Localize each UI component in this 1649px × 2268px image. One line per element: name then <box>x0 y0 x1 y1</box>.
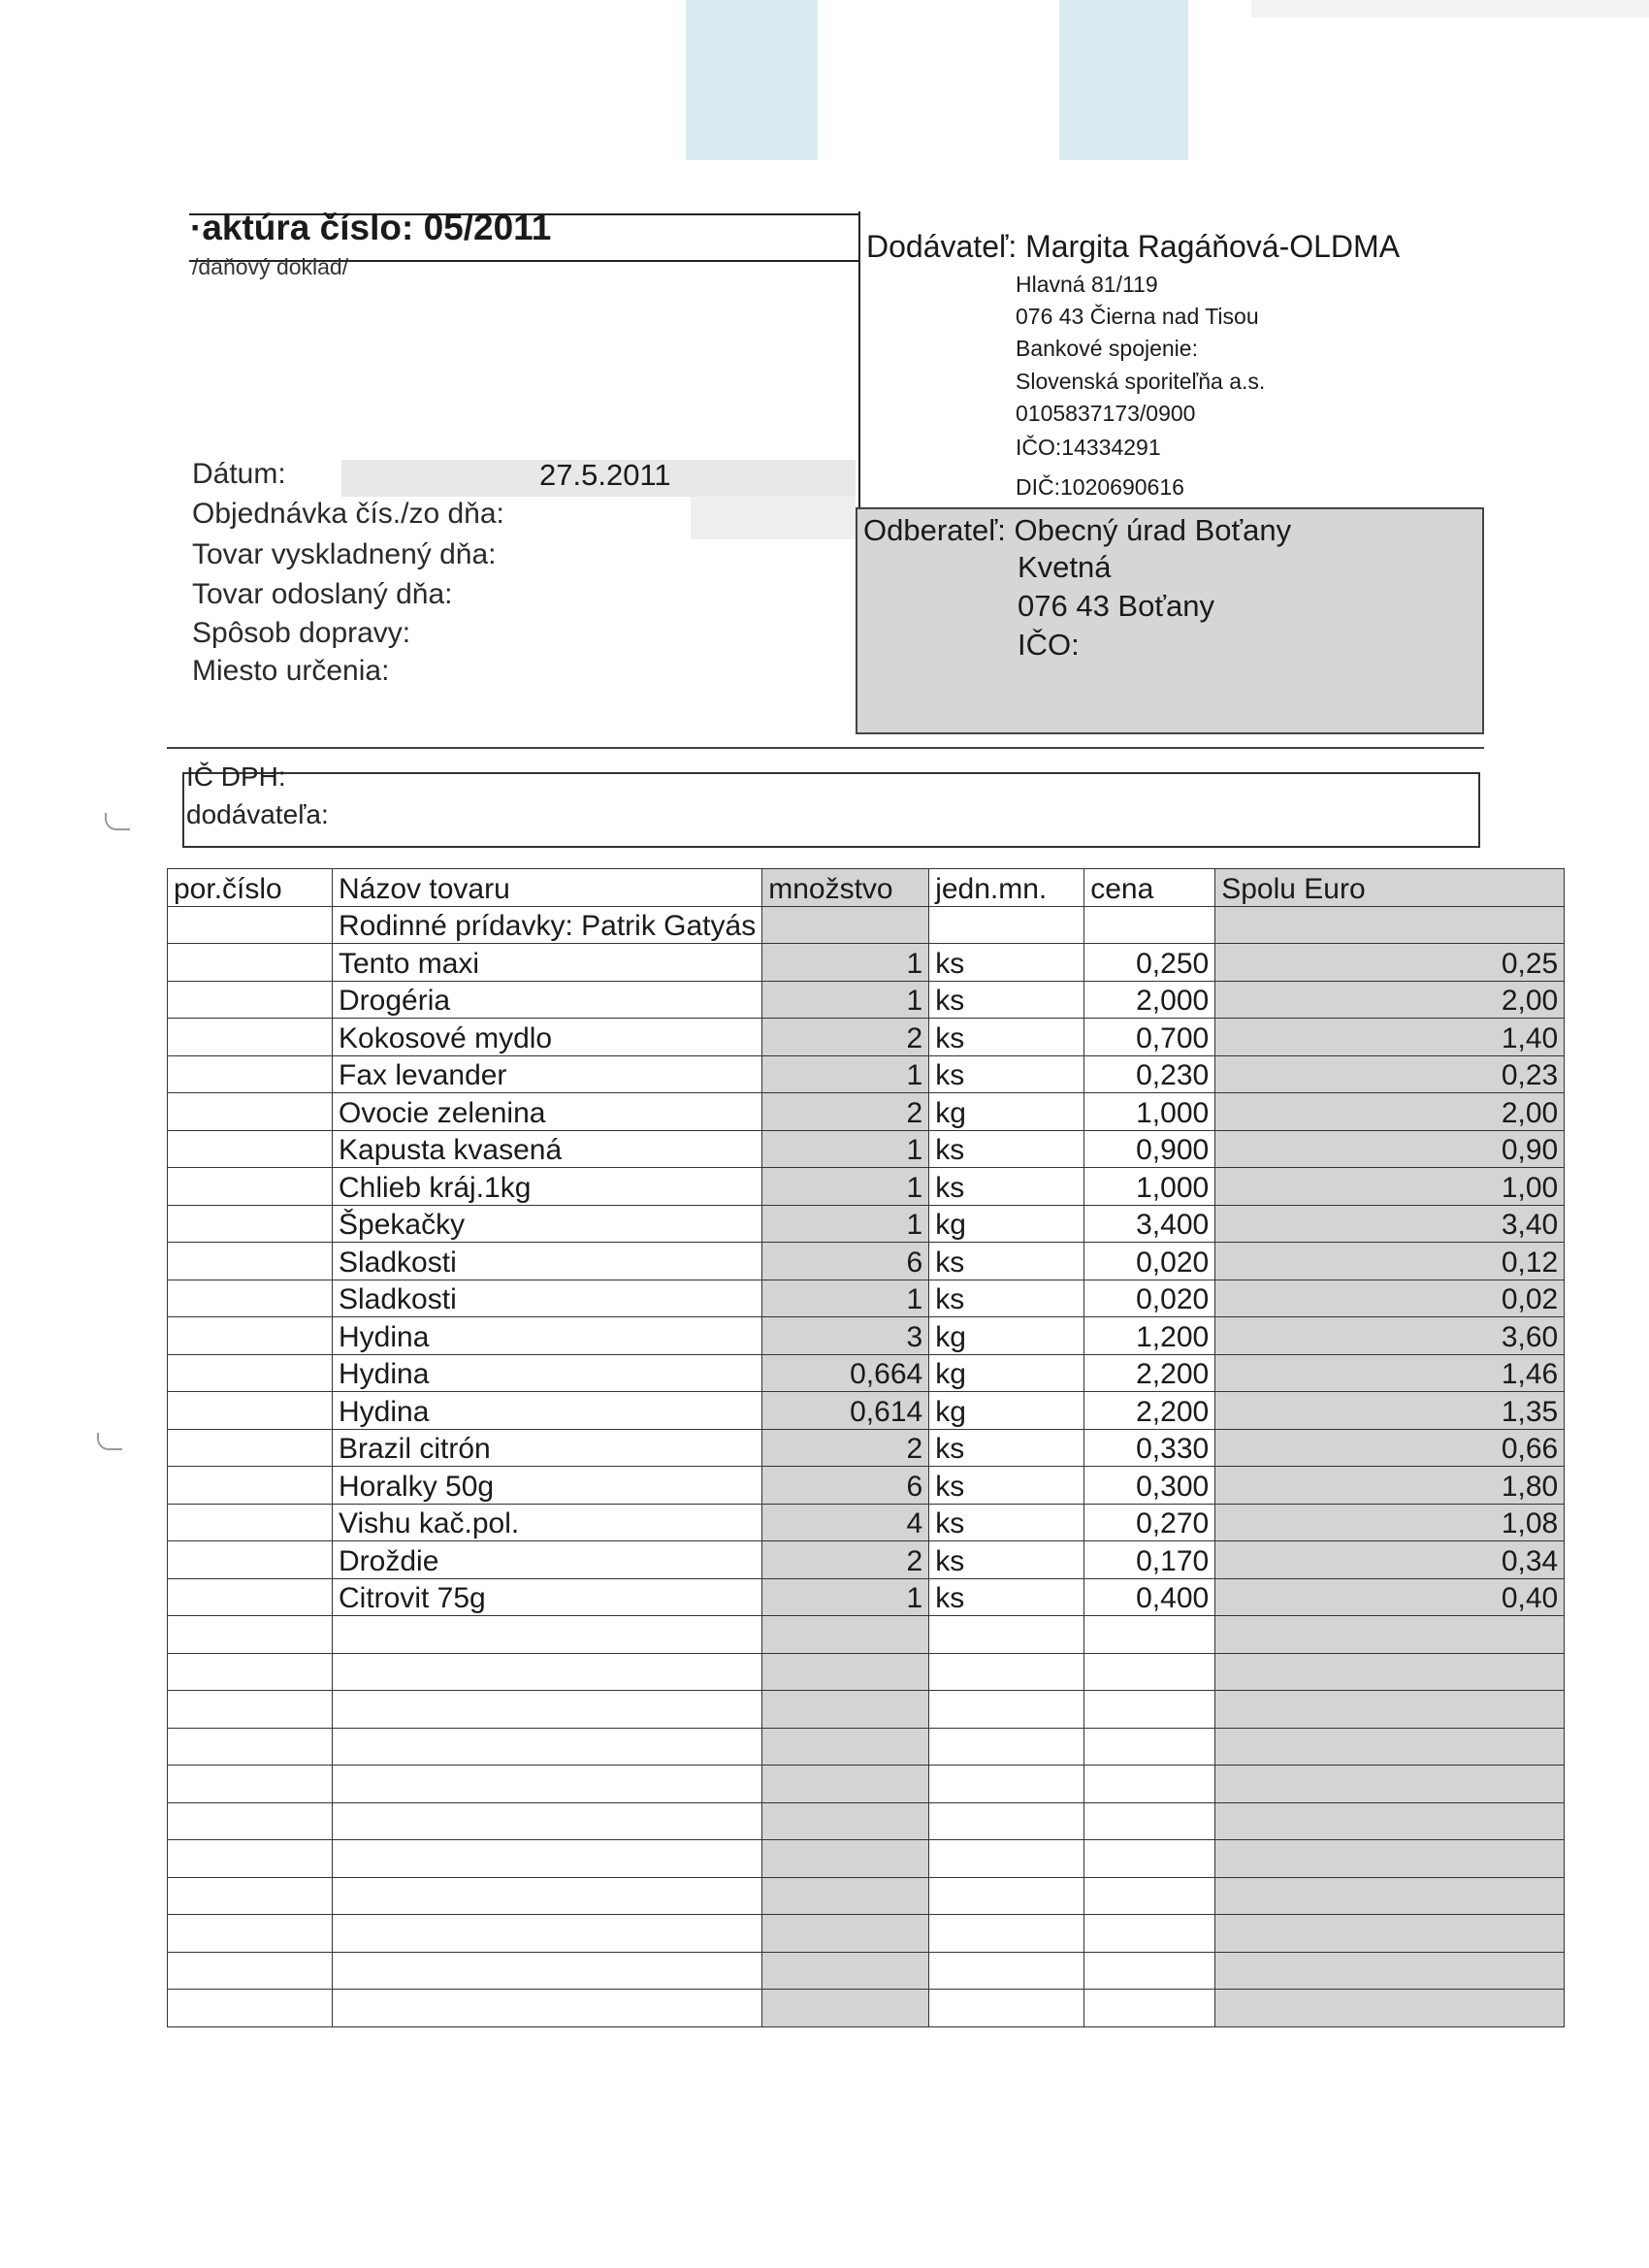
item-name: Špekačky <box>333 1205 762 1243</box>
item-total: 1,35 <box>1215 1392 1565 1430</box>
position-cell <box>168 1541 333 1579</box>
empty-cell <box>1215 1915 1565 1953</box>
buyer-street: Kvetná <box>1018 550 1112 584</box>
empty-table-row <box>168 1691 1565 1729</box>
position-cell <box>168 1055 333 1093</box>
item-unit: kg <box>929 1354 1084 1392</box>
empty-cell <box>1215 1840 1565 1878</box>
item-name: Chlieb kráj.1kg <box>333 1168 762 1206</box>
buyer-heading: Odberateľ: Obecný úrad Boťany <box>863 513 1292 547</box>
empty-cell <box>929 1952 1084 1990</box>
empty-cell <box>1084 1840 1215 1878</box>
empty-cell <box>762 1616 929 1654</box>
table-row <box>168 1392 1565 1430</box>
empty-cell <box>762 1840 929 1878</box>
empty-cell <box>929 1616 1084 1654</box>
item-name: Kapusta kvasená <box>333 1130 762 1168</box>
empty-cell <box>168 1728 333 1766</box>
header-total: Spolu Euro <box>1215 869 1565 907</box>
empty-table-row <box>168 1653 1565 1691</box>
empty-cell <box>762 1990 929 2027</box>
item-quantity: 1 <box>762 981 929 1019</box>
empty-table-row <box>168 1802 1565 1840</box>
table-header-row <box>168 869 1565 907</box>
item-quantity: 1 <box>762 1578 929 1616</box>
item-price: 2,000 <box>1084 981 1215 1019</box>
item-price: 0,270 <box>1084 1504 1215 1541</box>
empty-table-row <box>168 1766 1565 1803</box>
position-cell <box>168 1467 333 1505</box>
item-name: Sladkosti <box>333 1243 762 1280</box>
tape-strip <box>1059 0 1188 160</box>
item-name: Hydina <box>333 1317 762 1355</box>
header-name: Názov tovaru <box>333 869 762 907</box>
item-total: 1,40 <box>1215 1019 1565 1056</box>
empty-cell <box>929 1840 1084 1878</box>
empty-cell <box>1084 1952 1215 1990</box>
buyer-ico: IČO: <box>1018 628 1080 662</box>
item-total: 3,60 <box>1215 1317 1565 1355</box>
item-unit: ks <box>929 1130 1084 1168</box>
item-price: 0,900 <box>1084 1130 1215 1168</box>
item-quantity: 3 <box>762 1317 929 1355</box>
item-name: Sladkosti <box>333 1280 762 1317</box>
item-unit: ks <box>929 1504 1084 1541</box>
empty-cell <box>929 1915 1084 1953</box>
item-price: 0,700 <box>1084 1019 1215 1056</box>
item-total: 2,00 <box>1215 1093 1565 1131</box>
empty-table-row <box>168 1915 1565 1953</box>
item-price: 2,200 <box>1084 1354 1215 1392</box>
empty-cell <box>762 1952 929 1990</box>
empty-cell <box>333 1802 762 1840</box>
empty-cell <box>1084 1728 1215 1766</box>
group-unit-cell <box>929 906 1084 944</box>
empty-cell <box>333 1691 762 1729</box>
empty-cell <box>333 1616 762 1654</box>
empty-table-row <box>168 1616 1565 1654</box>
group-row <box>168 906 1565 944</box>
empty-cell <box>1215 1802 1565 1840</box>
empty-cell <box>168 1653 333 1691</box>
group-quantity-cell <box>762 906 929 944</box>
empty-cell <box>333 1877 762 1915</box>
position-cell <box>168 1578 333 1616</box>
destination-label: Miesto určenia: <box>192 655 390 687</box>
empty-cell <box>1215 1728 1565 1766</box>
item-price: 3,400 <box>1084 1205 1215 1243</box>
item-total: 0,40 <box>1215 1578 1565 1616</box>
empty-cell <box>929 1802 1084 1840</box>
empty-table-row <box>168 1840 1565 1878</box>
item-total: 1,08 <box>1215 1504 1565 1541</box>
item-quantity: 1 <box>762 1280 929 1317</box>
empty-table-row <box>168 1728 1565 1766</box>
table-row <box>168 1168 1565 1206</box>
empty-cell <box>1215 1990 1565 2027</box>
empty-cell <box>333 1990 762 2027</box>
item-quantity: 6 <box>762 1467 929 1505</box>
vat-label: IČ DPH: <box>186 761 286 792</box>
empty-cell <box>1215 1952 1565 1990</box>
item-quantity: 1 <box>762 1055 929 1093</box>
item-name: Citrovit 75g <box>333 1578 762 1616</box>
binder-hole-mark <box>105 813 130 830</box>
dispatched-label: Tovar vyskladnený dňa: <box>192 538 497 570</box>
item-price: 2,200 <box>1084 1392 1215 1430</box>
empty-cell <box>333 1728 762 1766</box>
item-quantity: 1 <box>762 1130 929 1168</box>
empty-cell <box>762 1802 929 1840</box>
scan-edge <box>1251 0 1649 17</box>
item-price: 0,020 <box>1084 1243 1215 1280</box>
position-cell <box>168 981 333 1019</box>
item-unit: ks <box>929 944 1084 982</box>
empty-cell <box>333 1952 762 1990</box>
position-cell <box>168 1168 333 1206</box>
group-label: Rodinné prídavky: Patrik Gatyás <box>333 906 762 944</box>
item-name: Hydina <box>333 1354 762 1392</box>
empty-cell <box>168 1616 333 1654</box>
buyer-box <box>856 507 1484 734</box>
item-price: 0,400 <box>1084 1578 1215 1616</box>
item-unit: ks <box>929 1541 1084 1579</box>
item-unit: ks <box>929 1429 1084 1467</box>
item-total: 0,25 <box>1215 944 1565 982</box>
item-unit: ks <box>929 1578 1084 1616</box>
empty-cell <box>929 1990 1084 2027</box>
table-row <box>168 944 1565 982</box>
supplier-heading: Dodávateľ: Margita Ragáňová-OLDMA <box>866 229 1401 264</box>
position-cell <box>168 1130 333 1168</box>
table-row <box>168 1093 1565 1131</box>
supplier-dic: DIČ:1020690616 <box>1016 474 1184 500</box>
supplier-bank-label: Bankové spojenie: <box>1016 336 1198 361</box>
tape-strip <box>686 0 818 160</box>
position-cell <box>168 1093 333 1131</box>
item-unit: ks <box>929 1168 1084 1206</box>
item-name: Droždie <box>333 1541 762 1579</box>
item-quantity: 2 <box>762 1429 929 1467</box>
table-row <box>168 981 1565 1019</box>
item-price: 0,170 <box>1084 1541 1215 1579</box>
empty-cell <box>762 1691 929 1729</box>
item-name: Drogéria <box>333 981 762 1019</box>
empty-cell <box>929 1877 1084 1915</box>
item-total: 1,80 <box>1215 1467 1565 1505</box>
item-unit: ks <box>929 1280 1084 1317</box>
transport-label: Spôsob dopravy: <box>192 617 411 649</box>
empty-cell <box>168 1990 333 2027</box>
supplier-account: 0105837173/0900 <box>1016 401 1196 426</box>
item-price: 1,000 <box>1084 1168 1215 1206</box>
empty-cell <box>333 1840 762 1878</box>
position-cell <box>168 1019 333 1056</box>
empty-cell <box>762 1766 929 1803</box>
item-name: Ovocie zelenina <box>333 1093 762 1131</box>
table-row <box>168 1541 1565 1579</box>
supplier-bank-name: Slovenská sporiteľňa a.s. <box>1016 369 1266 394</box>
item-name: Brazil citrón <box>333 1429 762 1467</box>
empty-cell <box>168 1877 333 1915</box>
item-quantity: 1 <box>762 1205 929 1243</box>
item-price: 0,330 <box>1084 1429 1215 1467</box>
empty-cell <box>762 1877 929 1915</box>
empty-cell <box>1215 1691 1565 1729</box>
empty-cell <box>1215 1766 1565 1803</box>
empty-cell <box>1215 1653 1565 1691</box>
vat-box <box>182 772 1480 848</box>
item-total: 1,00 <box>1215 1168 1565 1206</box>
item-quantity: 4 <box>762 1504 929 1541</box>
empty-cell <box>762 1728 929 1766</box>
item-quantity: 2 <box>762 1541 929 1579</box>
empty-cell <box>1084 1877 1215 1915</box>
position-cell <box>168 1280 333 1317</box>
empty-cell <box>168 1766 333 1803</box>
position-cell <box>168 1317 333 1355</box>
item-quantity: 6 <box>762 1243 929 1280</box>
item-total: 0,12 <box>1215 1243 1565 1280</box>
item-total: 0,23 <box>1215 1055 1565 1093</box>
item-unit: ks <box>929 1019 1084 1056</box>
empty-cell <box>1215 1616 1565 1654</box>
empty-cell <box>762 1915 929 1953</box>
position-cell <box>168 1504 333 1541</box>
supplier-ico: IČO:14334291 <box>1016 435 1161 460</box>
position-cell <box>168 1392 333 1430</box>
empty-cell <box>762 1653 929 1691</box>
item-quantity: 0,614 <box>762 1392 929 1430</box>
empty-cell <box>1084 1653 1215 1691</box>
item-quantity: 1 <box>762 944 929 982</box>
header-quantity: množstvo <box>762 869 929 907</box>
supplier-address-city: 076 43 Čierna nad Tisou <box>1016 304 1259 329</box>
date-value: 27.5.2011 <box>539 458 671 492</box>
position-cell <box>168 1205 333 1243</box>
empty-cell <box>1084 1691 1215 1729</box>
table-row <box>168 1130 1565 1168</box>
empty-cell <box>1084 1990 1215 2027</box>
empty-cell <box>929 1653 1084 1691</box>
item-unit: kg <box>929 1317 1084 1355</box>
empty-cell <box>1084 1616 1215 1654</box>
item-name: Kokosové mydlo <box>333 1019 762 1056</box>
empty-table-row <box>168 1877 1565 1915</box>
binder-hole-mark <box>97 1433 122 1450</box>
empty-table-row <box>168 1990 1565 2027</box>
item-total: 0,34 <box>1215 1541 1565 1579</box>
supplier-divider <box>858 211 860 507</box>
table-row <box>168 1019 1565 1056</box>
empty-cell <box>1084 1915 1215 1953</box>
empty-cell <box>1084 1766 1215 1803</box>
header-unit: jedn.mn. <box>929 869 1084 907</box>
group-price-cell <box>1084 906 1215 944</box>
item-quantity: 2 <box>762 1019 929 1056</box>
vat-top-rule <box>167 747 1484 749</box>
sent-label: Tovar odoslaný dňa: <box>192 578 453 610</box>
empty-cell <box>168 1952 333 1990</box>
table-row <box>168 1429 1565 1467</box>
table-row <box>168 1504 1565 1541</box>
empty-cell <box>333 1915 762 1953</box>
item-total: 3,40 <box>1215 1205 1565 1243</box>
item-quantity: 2 <box>762 1093 929 1131</box>
item-unit: ks <box>929 981 1084 1019</box>
item-name: Hydina <box>333 1392 762 1430</box>
table-row <box>168 1205 1565 1243</box>
table-row <box>168 1055 1565 1093</box>
group-position-cell <box>168 906 333 944</box>
empty-cell <box>333 1653 762 1691</box>
empty-cell <box>168 1802 333 1840</box>
item-unit: ks <box>929 1243 1084 1280</box>
position-cell <box>168 944 333 982</box>
position-cell <box>168 1429 333 1467</box>
vat-supplier-label: dodávateľa: <box>186 799 329 829</box>
item-unit: ks <box>929 1467 1084 1505</box>
item-unit: kg <box>929 1205 1084 1243</box>
table-row <box>168 1578 1565 1616</box>
date-label: Dátum: <box>192 458 286 490</box>
empty-cell <box>1215 1877 1565 1915</box>
item-total: 0,90 <box>1215 1130 1565 1168</box>
items-table <box>167 868 1565 2027</box>
header-price: cena <box>1084 869 1215 907</box>
empty-cell <box>929 1691 1084 1729</box>
item-price: 0,230 <box>1084 1055 1215 1093</box>
empty-cell <box>333 1766 762 1803</box>
item-price: 0,020 <box>1084 1280 1215 1317</box>
table-row <box>168 1280 1565 1317</box>
empty-cell <box>168 1915 333 1953</box>
item-total: 0,66 <box>1215 1429 1565 1467</box>
header-position: por.číslo <box>168 869 333 907</box>
buyer-city: 076 43 Boťany <box>1018 589 1214 623</box>
table-row <box>168 1317 1565 1355</box>
item-price: 0,300 <box>1084 1467 1215 1505</box>
position-cell <box>168 1354 333 1392</box>
invoice-title: ·aktúra číslo: 05/2011 <box>190 208 552 247</box>
item-total: 2,00 <box>1215 981 1565 1019</box>
empty-cell <box>168 1691 333 1729</box>
order-label: Objednávka čís./zo dňa: <box>192 498 504 530</box>
table-row <box>168 1354 1565 1392</box>
item-name: Fax levander <box>333 1055 762 1093</box>
empty-cell <box>168 1840 333 1878</box>
item-unit: kg <box>929 1392 1084 1430</box>
table-row <box>168 1243 1565 1280</box>
item-name: Vishu kač.pol. <box>333 1504 762 1541</box>
empty-table-row <box>168 1952 1565 1990</box>
empty-cell <box>1084 1802 1215 1840</box>
empty-cell <box>929 1728 1084 1766</box>
position-cell <box>168 1243 333 1280</box>
item-unit: kg <box>929 1093 1084 1131</box>
item-total: 1,46 <box>1215 1354 1565 1392</box>
item-name: Horalky 50g <box>333 1467 762 1505</box>
item-price: 1,000 <box>1084 1093 1215 1131</box>
item-quantity: 1 <box>762 1168 929 1206</box>
item-quantity: 0,664 <box>762 1354 929 1392</box>
item-unit: ks <box>929 1055 1084 1093</box>
group-total-cell <box>1215 906 1565 944</box>
item-name: Tento maxi <box>333 944 762 982</box>
table-row <box>168 1467 1565 1505</box>
order-field-bg <box>691 497 856 539</box>
item-total: 0,02 <box>1215 1280 1565 1317</box>
empty-cell <box>929 1766 1084 1803</box>
supplier-address-street: Hlavná 81/119 <box>1016 272 1158 297</box>
item-price: 0,250 <box>1084 944 1215 982</box>
item-price: 1,200 <box>1084 1317 1215 1355</box>
invoice-subtitle: /daňový doklad/ <box>192 254 349 279</box>
